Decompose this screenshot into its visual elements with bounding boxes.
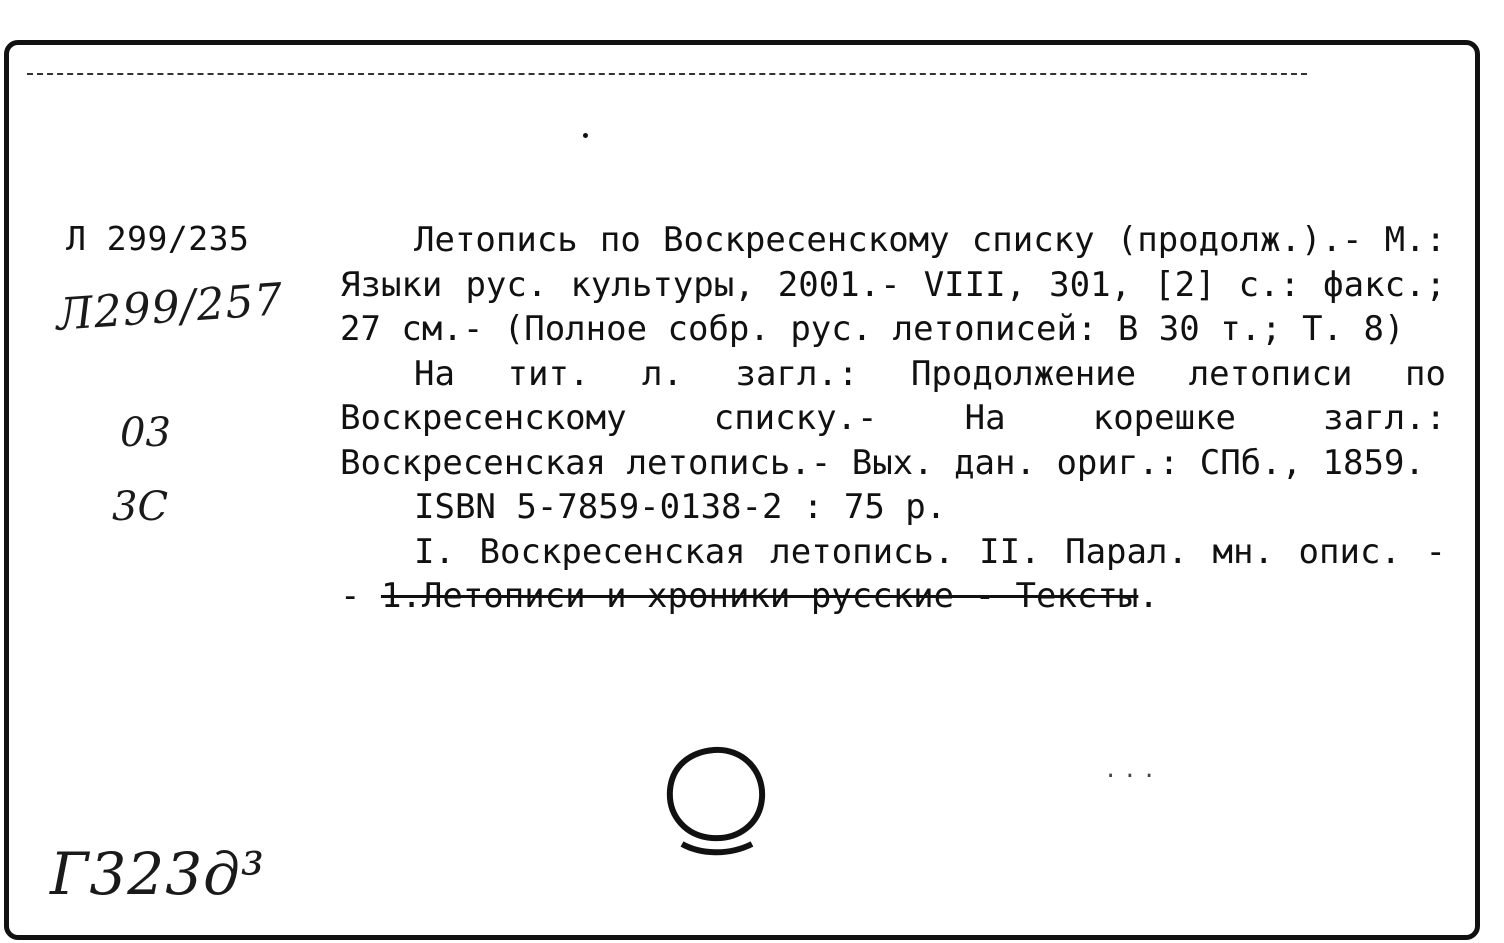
title-note: На тит. л. загл.: Продолжение летописи по Воскресенскому списку.- На корешке загл.: Воскресенская летопись.- Вых. дан. ориг.: СПб., 1859. bbox=[340, 353, 1446, 483]
handwritten-code-1: 03 bbox=[120, 410, 171, 456]
top-dashed-rule bbox=[27, 73, 1307, 75]
tracings-text: I. Воскресенская летопись. II. Парал. мн. опис. - - bbox=[340, 531, 1446, 616]
print-speck bbox=[583, 133, 588, 138]
handwritten-shelf-mark: Л299/257 bbox=[54, 274, 286, 341]
tracings-end: . bbox=[1138, 576, 1159, 616]
isbn-line: ISBN 5-7859-0138-2 : 75 р. bbox=[414, 487, 947, 527]
tracings bbox=[340, 530, 1446, 619]
faint-marks: ... bbox=[1104, 758, 1162, 783]
bibliographic-description bbox=[340, 218, 1446, 619]
shelf-mark: Л 299/235 bbox=[66, 219, 250, 258]
struck-subject-heading: 1.Летописи и хроники русские - Тексты bbox=[380, 576, 1139, 616]
stamp-circle-mark bbox=[664, 744, 768, 864]
main-entry: Летопись по Воскресенскому списку (продолж.).- М.: Языки рус. культуры, 2001.- VIII, 301, [2] с.: факс.; 27 см.- (Полное собр. рус. летописей: В 30 т.; Т. 8) bbox=[340, 220, 1446, 349]
handwritten-code-2: 3С bbox=[112, 484, 169, 530]
handwritten-inventory-number: Г323д³ bbox=[50, 840, 266, 908]
